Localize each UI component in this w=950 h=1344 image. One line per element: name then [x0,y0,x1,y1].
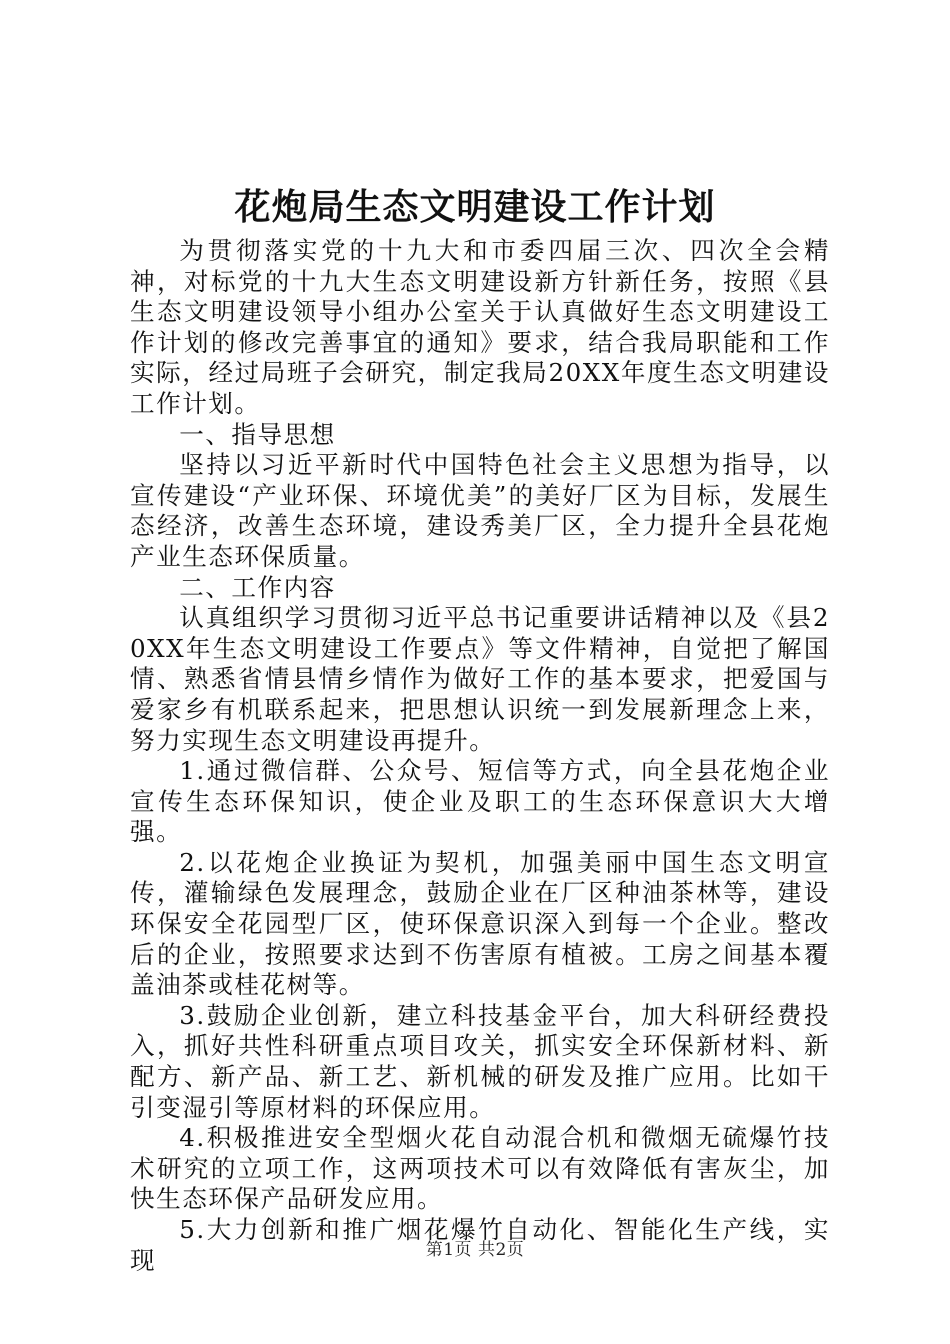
document-title: 花炮局生态文明建设工作计划 [234,187,716,228]
intro-paragraph: 为贯彻落实党的十九大和市委四届三次、四次全会精神，对标党的十九大生态文明建设新方针新任务，按照《县生态文明建设领导小组办公室关于认真做好生态文明建设工作计划的修改完善事宜的通知》要求，结合我局职能和工作实际，经过局班子会研究，制定我局20XX年度生态文明建设工作计划。 [130,236,830,418]
document-body [130,236,830,1276]
work-item-1: 1.通过微信群、公众号、短信等方式，向全县花炮企业宣传生态环保知识，使企业及职工的生态环保意识大大增强。 [130,756,830,847]
work-content-paragraph: 认真组织学习贯彻习近平总书记重要讲话精神以及《县20XX年生态文明建设工作要点》等文件精神，自觉把了解国情、熟悉省情县情乡情作为做好工作的基本要求，把爱国与爱家乡有机联系起来，把思想认识统一到发展新理念上来，努力实现生态文明建设再提升。 [130,603,830,755]
section-heading-guiding-thought: 一、指导思想 [179,419,336,449]
work-item-3: 3.鼓励企业创新，建立科技基金平台，加大科研经费投入，抓好共性科研重点项目攻关，抓实安全环保新材料、新配方、新产品、新工艺、新机械的研发及推广应用。比如干引变湿引等原材料的环保应用。 [130,1000,830,1122]
page-number-footer: 第1页 共2页 [425,1240,525,1260]
work-item-5: 5.大力创新和推广烟花爆竹自动化、智能化生产线，实现 [130,1215,830,1275]
work-item-4: 4.积极推进安全型烟火花自动混合机和微烟无硫爆竹技术研究的立项工作，这两项技术可以有效降低有害灰尘，加快生态环保产品研发应用。 [130,1123,830,1214]
work-item-2: 2.以花炮企业换证为契机，加强美丽中国生态文明宣传，灌输绿色发展理念，鼓励企业在厂区种油茶林等，建设环保安全花园型厂区，使环保意识深入到每一个企业。整改后的企业，按照要求达到不伤害原有植被。工房之间基本覆盖油茶或桂花树等。 [130,847,830,1000]
section-heading-work-content: 二、工作内容 [179,572,336,602]
guiding-thought-paragraph: 坚持以习近平新时代中国特色社会主义思想为指导，以宣传建设“产业环保、环境优美”的美好厂区为目标，发展生态经济，改善生态环境，建设秀美厂区，全力提升全县花炮产业生态环保质量。 [130,450,830,571]
